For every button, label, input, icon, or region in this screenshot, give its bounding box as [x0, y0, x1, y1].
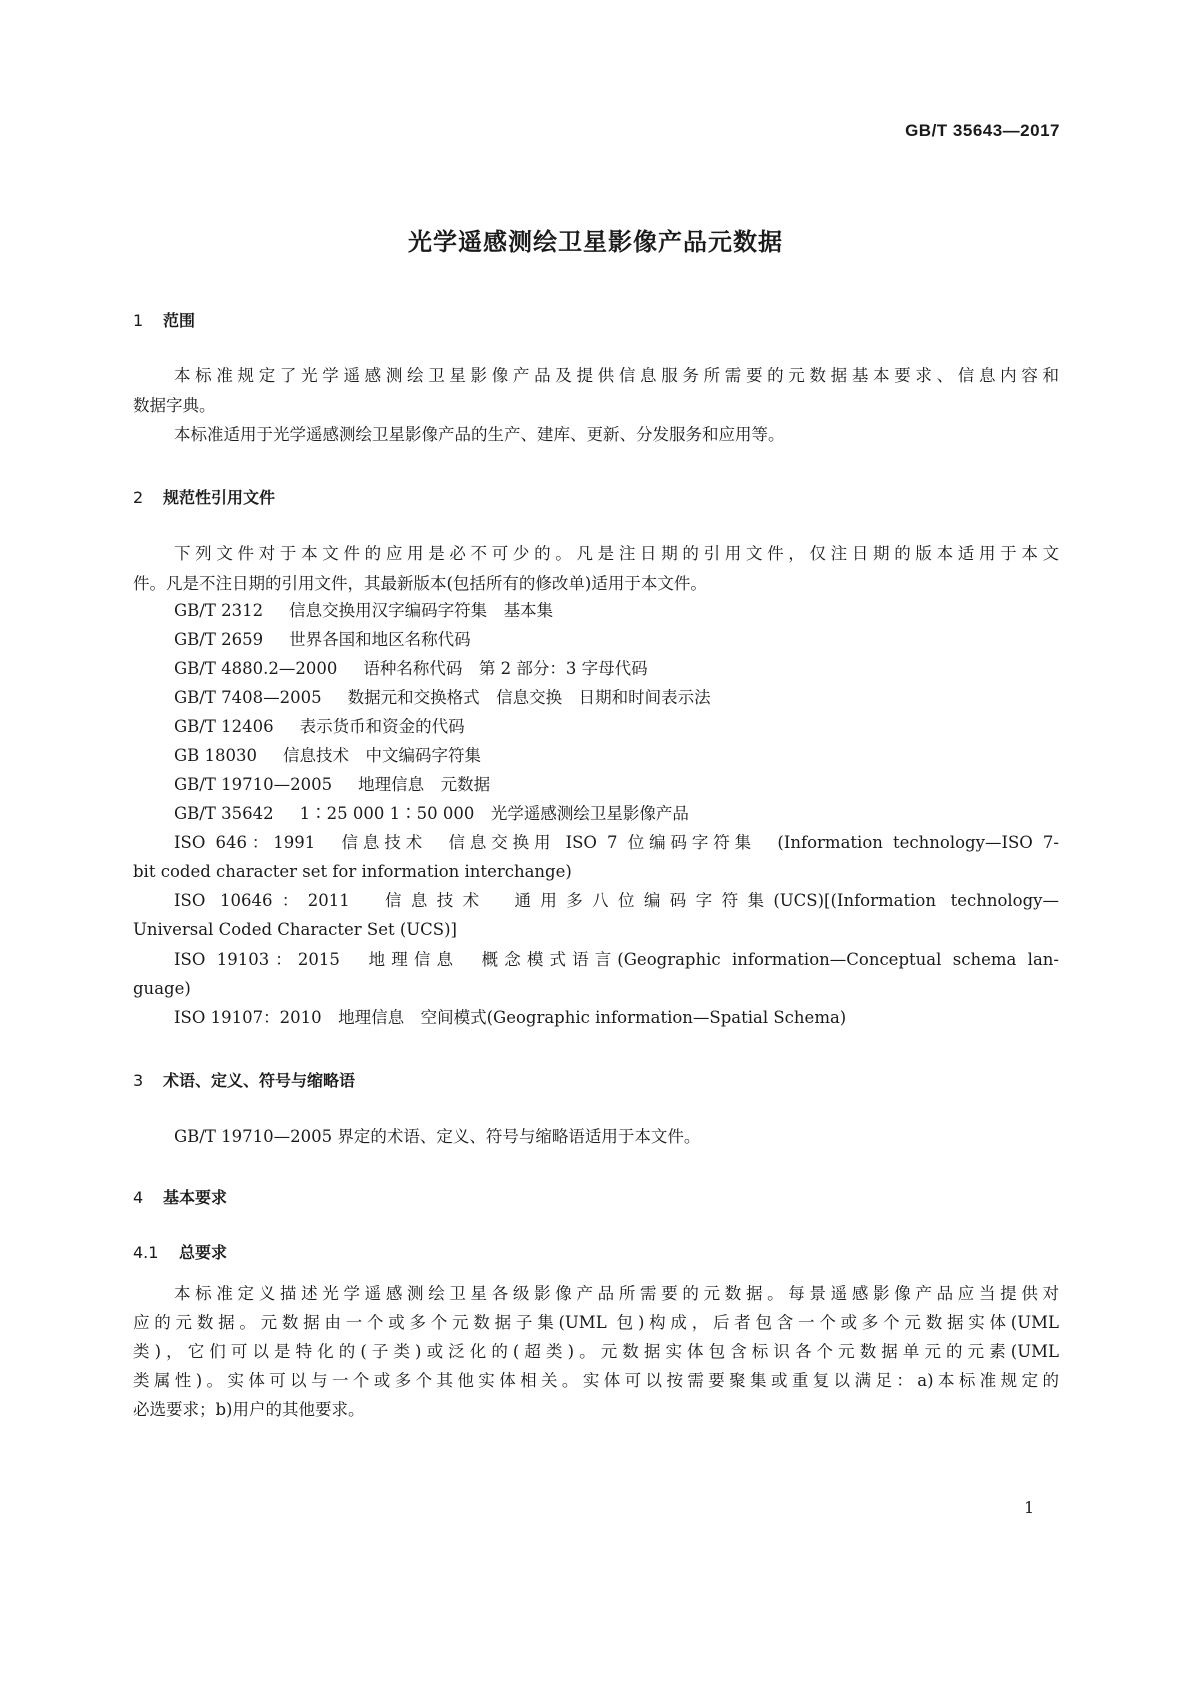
reference-title: 表示货币和资金的代码 [299, 717, 465, 736]
section-number: 4 [133, 1188, 144, 1207]
paragraph-line: 件。凡是不注日期的引用文件，其最新版本(包括所有的修改单)适用于本文件。 [133, 574, 707, 593]
normative-reference [174, 746, 481, 766]
subsection-title: 总要求 [179, 1243, 228, 1262]
reference-title: 数据元和交换格式 信息交换 日期和时间表示法 [347, 688, 711, 707]
normative-reference [174, 717, 465, 737]
reference-title: 地理信息 元数据 [358, 775, 491, 794]
page-number: 1 [1024, 1498, 1035, 1517]
section-title: 范围 [163, 311, 196, 330]
section-title: 规范性引用文件 [163, 488, 276, 507]
document-code: GB/T 35643—2017 [905, 121, 1060, 140]
section-number: 2 [133, 488, 144, 507]
normative-reference [174, 804, 689, 824]
section-number: 3 [133, 1071, 144, 1090]
normative-reference [174, 775, 490, 795]
paragraph-line: 下列文件对于本文件的应用是必不可少的。凡是注日期的引用文件，仅注日期的版本适用于本文 [174, 544, 1059, 563]
reference-code: GB/T 4880.2—2000 [174, 659, 338, 678]
document-title: 光学遥感测绘卫星影像产品元数据 [408, 228, 783, 256]
reference-code: GB 18030 [174, 746, 258, 765]
normative-reference: ISO 19103：2015 地理信息 概念模式语言(Geographic information—Conceptual schema lan- [174, 950, 1059, 969]
paragraph-line: 类)，它们可以是特化的(子类)或泛化的(超类)。元数据实体包含标识各个元数据单元的元素(UML [133, 1342, 1059, 1361]
reference-code: GB/T 35642 [174, 804, 274, 823]
section-1-heading [133, 308, 195, 331]
reference-code: GB/T 2312 [174, 601, 264, 620]
reference-code: GB/T 7408—2005 [174, 688, 322, 707]
reference-title: 信息交换用汉字编码字符集 基本集 [289, 601, 554, 620]
reference-code: GB/T 19710—2005 [174, 775, 333, 794]
normative-reference [174, 688, 711, 708]
normative-reference [174, 659, 648, 679]
normative-reference [174, 630, 471, 650]
section-3-heading [133, 1068, 355, 1091]
section-title: 基本要求 [163, 1188, 228, 1207]
paragraph-line: 应的元数据。元数据由一个或多个元数据子集(UML 包)构成，后者包含一个或多个元数据实体(UML [133, 1313, 1059, 1332]
paragraph-line: 数据字典。 [133, 396, 216, 415]
normative-reference [174, 601, 553, 621]
reference-code: GB/T 12406 [174, 717, 274, 736]
paragraph-line: 本标准定义描述光学遥感测绘卫星各级影像产品所需要的元数据。每景遥感影像产品应当提供对 [174, 1284, 1059, 1303]
subsection-number: 4.1 [133, 1243, 159, 1262]
normative-reference: ISO 19107：2010 地理信息 空间模式(Geographic information—Spatial Schema) [174, 1008, 847, 1027]
reference-code: GB/T 2659 [174, 630, 264, 649]
normative-reference-continuation: Universal Coded Character Set (UCS)] [133, 920, 457, 939]
paragraph-line: 本标准适用于光学遥感测绘卫星影像产品的生产、建库、更新、分发服务和应用等。 [174, 425, 785, 444]
paragraph-line: 必选要求；b)用户的其他要求。 [133, 1400, 365, 1419]
paragraph-line: 本标准规定了光学遥感测绘卫星影像产品及提供信息服务所需要的元数据基本要求、信息内容和 [174, 366, 1059, 385]
normative-reference: ISO 646：1991 信息技术 信息交换用 ISO 7 位编码字符集 (Information technology—ISO 7- [174, 833, 1059, 852]
reference-title: 信息技术 中文编码字符集 [283, 746, 482, 765]
reference-title: 1∶25 000 1∶50 000 光学遥感测绘卫星影像产品 [299, 804, 689, 823]
paragraph-line: 类属性)。实体可以与一个或多个其他实体相关。实体可以按需要聚集或重复以满足：a)本标准规定的 [133, 1371, 1059, 1390]
section-2-heading [133, 485, 275, 508]
normative-reference-continuation: bit coded character set for information interchange) [133, 862, 572, 881]
normative-reference-continuation: guage) [133, 979, 191, 998]
reference-title: 世界各国和地区名称代码 [289, 630, 471, 649]
normative-reference: ISO 10646：2011 信息技术 通用多八位编码字符集(UCS)[(Information technology— [174, 891, 1059, 910]
paragraph-line: GB/T 19710—2005 界定的术语、定义、符号与缩略语适用于本文件。 [174, 1127, 701, 1146]
section-4-heading [133, 1185, 227, 1208]
section-title: 术语、定义、符号与缩略语 [163, 1071, 356, 1090]
section-number: 1 [133, 311, 144, 330]
reference-title: 语种名称代码 第 2 部分：3 字母代码 [363, 659, 648, 678]
subsection-4-1-heading [133, 1240, 227, 1263]
